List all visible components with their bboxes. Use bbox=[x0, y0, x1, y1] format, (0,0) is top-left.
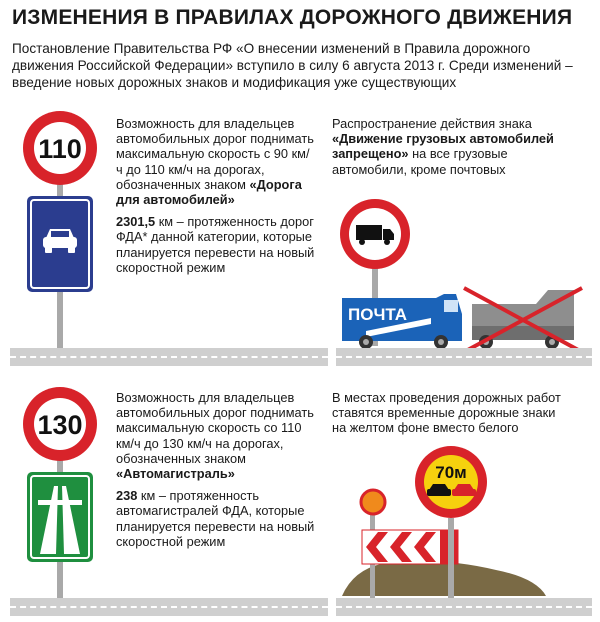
panel-trucks-description: Распространение действия знака bbox=[332, 116, 532, 131]
speed-limit-value: 110 bbox=[38, 134, 82, 164]
trucks-illustration bbox=[336, 196, 592, 354]
motorway-sign-name: «Автомагистраль» bbox=[116, 466, 235, 482]
panel-roadworks-text bbox=[332, 390, 564, 436]
panel-130-stat-text: км – протяженность автомагистралей ФДА, которые планируется перевести на новый скоростной режим bbox=[116, 488, 315, 549]
road-strip-roadworks bbox=[336, 598, 592, 616]
sign-post bbox=[448, 518, 454, 598]
sign-post-110 bbox=[10, 108, 110, 360]
panel-110-stat-value: 2301,5 bbox=[116, 214, 156, 230]
panel-110-description: Возможность для владельцев автомобильных дорог поднимать максимальную скорость с 90 км/ч до 110 км/ч на дорогах, обозначенных знаком bbox=[116, 116, 314, 192]
panel-130-text bbox=[116, 390, 316, 549]
post-truck-label: ПОЧТА bbox=[348, 305, 407, 324]
chevron-barrier bbox=[362, 530, 458, 564]
panel-110-stat-text: км – протяженность дорог ФДА* данной категории, которые планируется перевести на новый скоростной режим bbox=[116, 214, 315, 275]
road-strip-trucks bbox=[336, 348, 592, 366]
panel-trucks-text bbox=[332, 116, 562, 177]
panel-130-stat-value: 238 bbox=[116, 488, 138, 504]
motor-road-sign-name: «Дорога для автомобилей» bbox=[116, 176, 302, 208]
panel-roadworks-description: В местах проведения дорожных работ ставятся временные дорожные знаки на желтом фоне вместо белого bbox=[332, 390, 561, 436]
speed-limit-value: 130 bbox=[37, 410, 83, 440]
small-warning-sign bbox=[361, 490, 385, 514]
no-trucks-sign-name: «Движение грузовых автомобилей запрещено» bbox=[332, 131, 554, 162]
road-strip-110 bbox=[10, 348, 328, 366]
page-title: ИЗМЕНЕНИЯ В ПРАВИЛАХ ДОРОЖНОГО ДВИЖЕНИЯ bbox=[12, 6, 573, 29]
road-strip-130 bbox=[10, 598, 328, 616]
intro-text: Постановление Правительства РФ «О внесении изменений в Правила дорожного движения Российской Федерации» вступило в силу 6 августа 2013 г. Среди изменений – введение новых дорожных знаков и модификация уже существующих bbox=[12, 41, 573, 90]
roadworks-illustration bbox=[336, 446, 592, 602]
panel-110-text bbox=[116, 116, 316, 275]
distance-value: 70м bbox=[435, 463, 467, 482]
sign-post-130 bbox=[10, 384, 110, 609]
panel-130-description: Возможность для владельцев автомобильных дорог поднимать максимальную скорость со 110 км/ч до 130 км/ч на дорогах, обозначенных знаком bbox=[116, 390, 314, 466]
panel-trucks-suffix: на все грузовые автомобили, кроме почтовых bbox=[332, 146, 508, 177]
